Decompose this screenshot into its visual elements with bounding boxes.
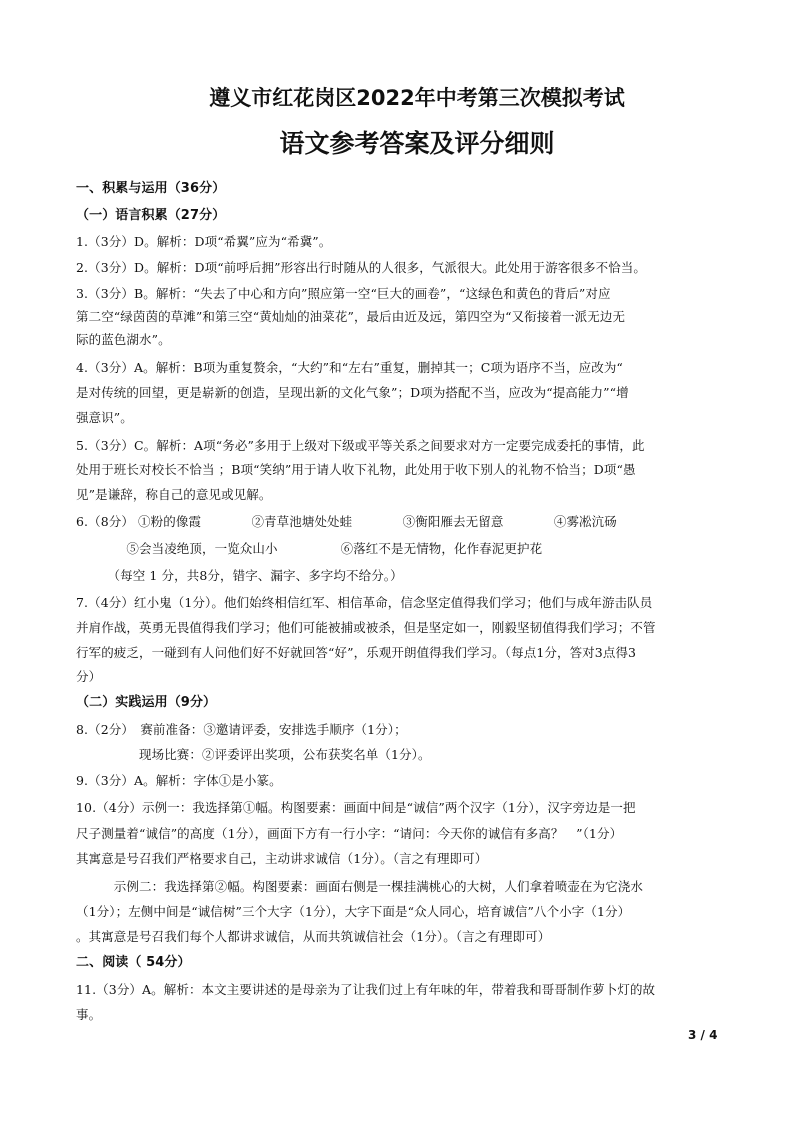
text-line: 行军的疲乏，一碰到有人问他们好不好就回答“好”，乐观开朗值得我们学习。（每点1分，答对3点得3 (76, 645, 637, 660)
text-line: 2.（3分）D。解析：D项“前呼后拥”形容出行时随从的人很多，气派很大。此处用于游客很多不恰当。 (76, 260, 647, 275)
text-line: 是对传统的回望，更是崭新的创造，呈现出新的文化气象”；D项为搭配不当，应改为“提高能力”“增 (76, 385, 629, 400)
text-line: 并肩作战，英勇无畏值得我们学习；他们可能被捕或被杀，但是坚定如一，刚毅坚韧值得我们学习；不管 (76, 620, 656, 635)
text-line: 9.（3分）A。解析：字体①是小篆。 (76, 773, 282, 788)
text-line: 4.（3分）A。解析：B项为重复赘余，“大约”和“左右”重复，删掉其一；C项为语序不当，应改为“ (76, 360, 623, 375)
text-line: 8.（2分） 赛前准备：③邀请评委，安排选手顺序（1分）； (76, 722, 407, 737)
text-line: 第二空“绿茵茵的草滩”和第三空“黄灿灿的油菜花”，最后由近及远，第四空为“又衔接着一派无边无 (76, 309, 626, 324)
subsection-heading: （二）实践运用（9分） (76, 695, 217, 710)
text-line: 7.（4分）红小鬼（1分）。他们始终相信红军、相信革命，信念坚定值得我们学习；他们与成年游击队员 (76, 595, 653, 610)
page-number: 3 / 4 (688, 1028, 718, 1042)
text-line: 5.（3分）C。解析：A项“务必”多用于上级对下级或平等关系之间要求对方一定要完成委托的事情，此 (76, 438, 645, 453)
text-line: ⑤会当凌绝顶，一览众山小 ⑥落红不是无情物，化作春泥更护花 (76, 541, 543, 556)
text-line: 示例二：我选择第②幅。构图要素：画面右侧是一棵挂满桃心的大树，人们拿着喷壶在为它浇水 (76, 879, 644, 894)
text-line: 事。 (76, 1007, 102, 1022)
text-line: 强意识”。 (76, 410, 133, 425)
text-line: 分） (76, 669, 102, 684)
text-line: 其寓意是号召我们严格要求自己，主动讲求诚信（1分）。（言之有理即可） (76, 851, 488, 866)
text-line: 3.（3分）B。解析：“失去了中心和方向”照应第一空“巨大的画卷”，“这绿色和黄色的背后”对应 (76, 286, 611, 301)
text-line: 10.（4分）示例一：我选择第①幅。构图要素：画面中间是“诚信”两个汉字（1分），汉字旁边是一把 (76, 800, 636, 815)
text-line: 6.（8分） ①粉的像霞 ②青草池塘处处蛙 ③衡阳雁去无留意 ④雾凇沆砀 (76, 514, 617, 529)
section-heading: 一、积累与运用（36分） (76, 181, 226, 196)
text-line: 处用于班长对校长不恰当 ；B项“笑纳”用于请人收下礼物，此处用于收下别人的礼物不恰当；D项“愚 (76, 462, 636, 477)
text-line: 。其寓意是号召我们每个人都讲求诚信，从而共筑诚信社会（1分）。（言之有理即可） (76, 929, 551, 944)
text-line: （1分）；左侧中间是“诚信树”三个大字（1分），大字下面是“众人同心，培育诚信”八个小字（1分） (76, 904, 631, 919)
document-subtitle: 语文参考答案及评分细则 (279, 129, 555, 158)
subsection-heading: （一）语言积累（27分） (76, 208, 226, 223)
text-line: 现场比赛：②评委评出奖项，公布获奖名单（1分）。 (76, 747, 431, 762)
text-line: 尺子测量着“诚信”的高度（1分），画面下方有一行小字：“请问：今天你的诚信有多高？ ”（1分） (76, 826, 623, 841)
text-line: 11.（3分）A。解析：本文主要讲述的是母亲为了让我们过上有年味的年，带着我和哥哥制作萝卜灯的故 (76, 982, 656, 997)
document-title: 遵义市红花岗区2022年中考第三次模拟考试 (209, 86, 625, 110)
text-line: 见”是谦辞，称自己的意见或见解。 (76, 487, 272, 502)
text-line: （每空 1 分，共8分，错字、漏字、多字均不给分。） (76, 568, 403, 583)
section-heading: 二、阅读（ 54分） (76, 955, 191, 970)
text-line: 1.（3分）D。解析：D项“希翼”应为“希冀”。 (76, 234, 332, 249)
text-line: 际的蓝色湖水”。 (76, 332, 171, 347)
